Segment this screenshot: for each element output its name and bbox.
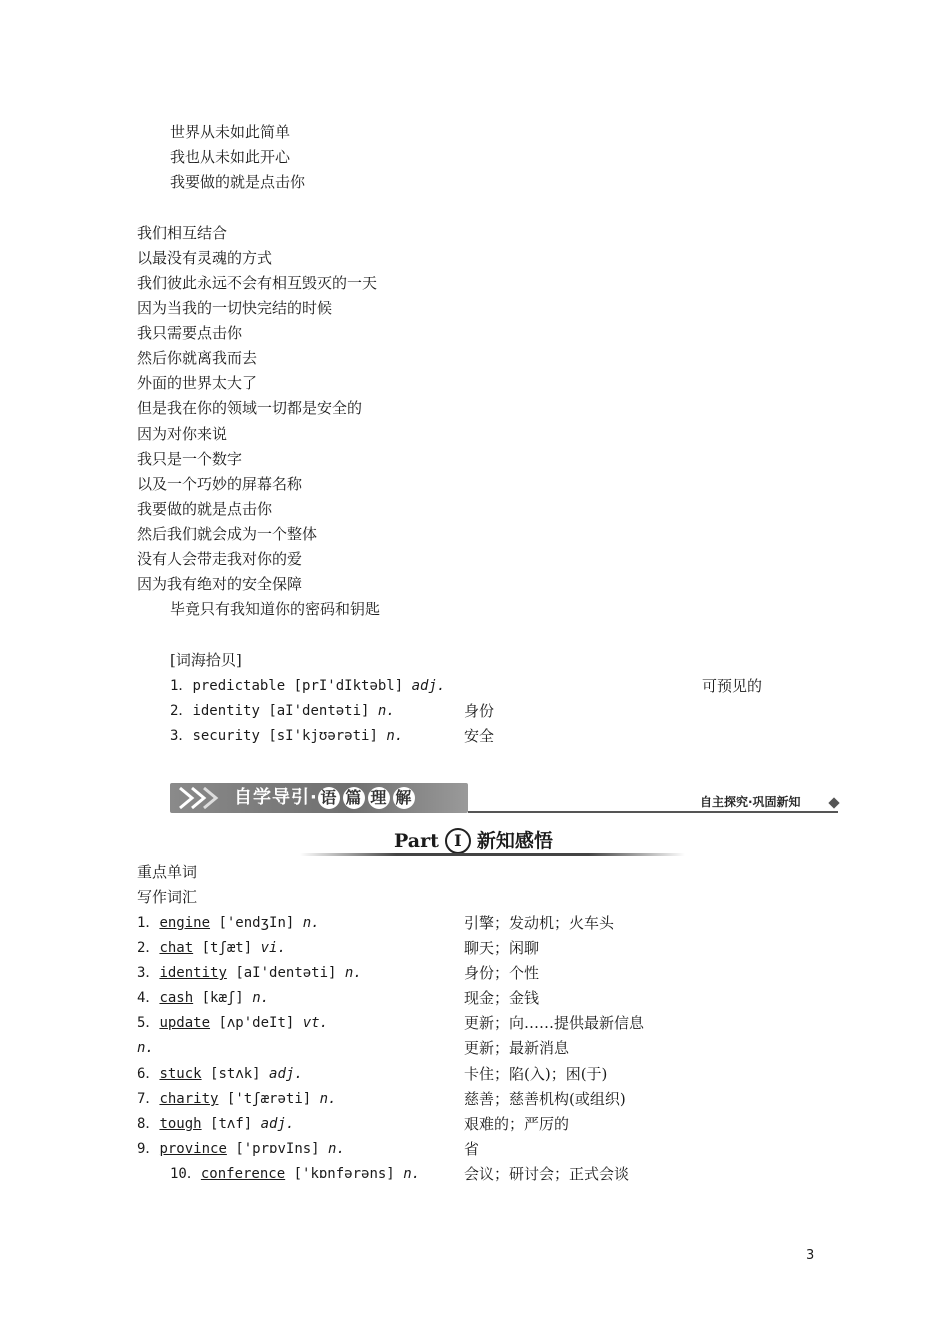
- poem-line: 我只是一个数字: [137, 450, 243, 468]
- vocab-entry: 6．stuck [stʌk] adj.: [137, 1066, 303, 1082]
- poem-line: 我要做的就是点击你: [170, 173, 306, 191]
- vocab-entry: 9．province ['prɒvIns] n.: [137, 1141, 345, 1157]
- vocab-entry: 3．identity [aI'dentəti] n.: [137, 965, 362, 981]
- poem-line: 外面的世界太大了: [137, 374, 258, 392]
- vocab-entry: 5．update [ʌp'deIt] vt.: [137, 1015, 329, 1031]
- vocab-meaning: 身份；个性: [464, 964, 540, 982]
- word-bank-item: 2．identity [aI'dentəti] n.: [170, 703, 395, 719]
- vocab-meaning: 艰难的；严厉的: [464, 1115, 570, 1133]
- poem-line: 我们彼此永远不会有相互毁灭的一天: [137, 274, 378, 292]
- poem-line: 我也从未如此开心: [170, 148, 291, 166]
- vocab-entry: 7．charity ['tʃærəti] n.: [137, 1091, 337, 1107]
- poem-line: 因为当我的一切快完结的时候: [137, 299, 333, 317]
- poem-line: 我只需要点击你: [137, 324, 243, 342]
- section-heading: 重点单词: [137, 863, 198, 881]
- vocab-entry: 4．cash [kæʃ] n.: [137, 990, 270, 1006]
- diamond-icon: [828, 797, 839, 808]
- vocab-meaning: 慈善；慈善机构(或组织): [464, 1090, 626, 1108]
- poem-line: 因为我有绝对的安全保障: [137, 575, 303, 593]
- word-bank-meaning: 身份: [464, 702, 495, 720]
- poem-line: 但是我在你的领域一切都是安全的: [137, 399, 363, 417]
- page-number: 3: [806, 1248, 815, 1263]
- vocab-entry: 8．tough [tʌf] adj.: [137, 1116, 295, 1132]
- poem-line: 然后你就离我而去: [137, 349, 258, 367]
- poem-line: 我们相互结合: [137, 224, 228, 242]
- vocab-meaning: 更新；向……提供最新信息: [464, 1014, 645, 1032]
- word-bank-item: 1．predictable [prI'dIktəbl] adj.: [170, 678, 446, 694]
- section-heading: 写作词汇: [137, 888, 198, 906]
- banner-title: 自学导引· 语 篇 理 解: [234, 787, 418, 809]
- banner-subtitle: 自主探究·巩固新知: [700, 795, 801, 809]
- vocab-entry: n.: [137, 1040, 154, 1056]
- chevron-right-icon: [176, 786, 228, 810]
- word-bank-item: 3．security [sI'kjʊərəti] n.: [170, 728, 404, 744]
- vocab-meaning: 卡住；陷(入)；困(于): [464, 1065, 608, 1083]
- vocab-meaning: 更新；最新消息: [464, 1039, 570, 1057]
- vocab-meaning: 会议；研讨会；正式会谈: [464, 1165, 630, 1183]
- vocab-meaning: 聊天；闲聊: [464, 939, 540, 957]
- poem-line: 因为对你来说: [137, 425, 228, 443]
- poem-line: 世界从未如此简单: [170, 123, 291, 141]
- vocab-meaning: 引擎；发动机；火车头: [464, 914, 615, 932]
- section-banner: [170, 783, 468, 813]
- word-bank-title: [词海拾贝]: [170, 651, 242, 669]
- vocab-meaning: 现金；金钱: [464, 989, 540, 1007]
- vocab-entry: 1．engine ['endʒIn] n.: [137, 915, 320, 931]
- word-bank-meaning: 安全: [464, 727, 495, 745]
- vocab-meaning: 省: [464, 1140, 480, 1158]
- part-rule: [300, 853, 685, 856]
- poem-line: 我要做的就是点击你: [137, 500, 273, 518]
- poem-line: 然后我们就会成为一个整体: [137, 525, 318, 543]
- part-heading: Part I 新知感悟: [394, 830, 553, 852]
- vocab-entry: 2．chat [tʃæt] vi.: [137, 940, 286, 956]
- vocab-entry: 10．conference ['kɒnfərəns] n.: [170, 1166, 421, 1182]
- poem-line: 没有人会带走我对你的爱: [137, 550, 303, 568]
- word-bank-meaning: 可预见的: [702, 677, 763, 695]
- poem-line: 毕竟只有我知道你的密码和钥匙: [170, 600, 381, 618]
- poem-line: 以及一个巧妙的屏幕名称: [137, 475, 303, 493]
- banner-rule: [468, 811, 838, 813]
- poem-line: 以最没有灵魂的方式: [137, 249, 273, 267]
